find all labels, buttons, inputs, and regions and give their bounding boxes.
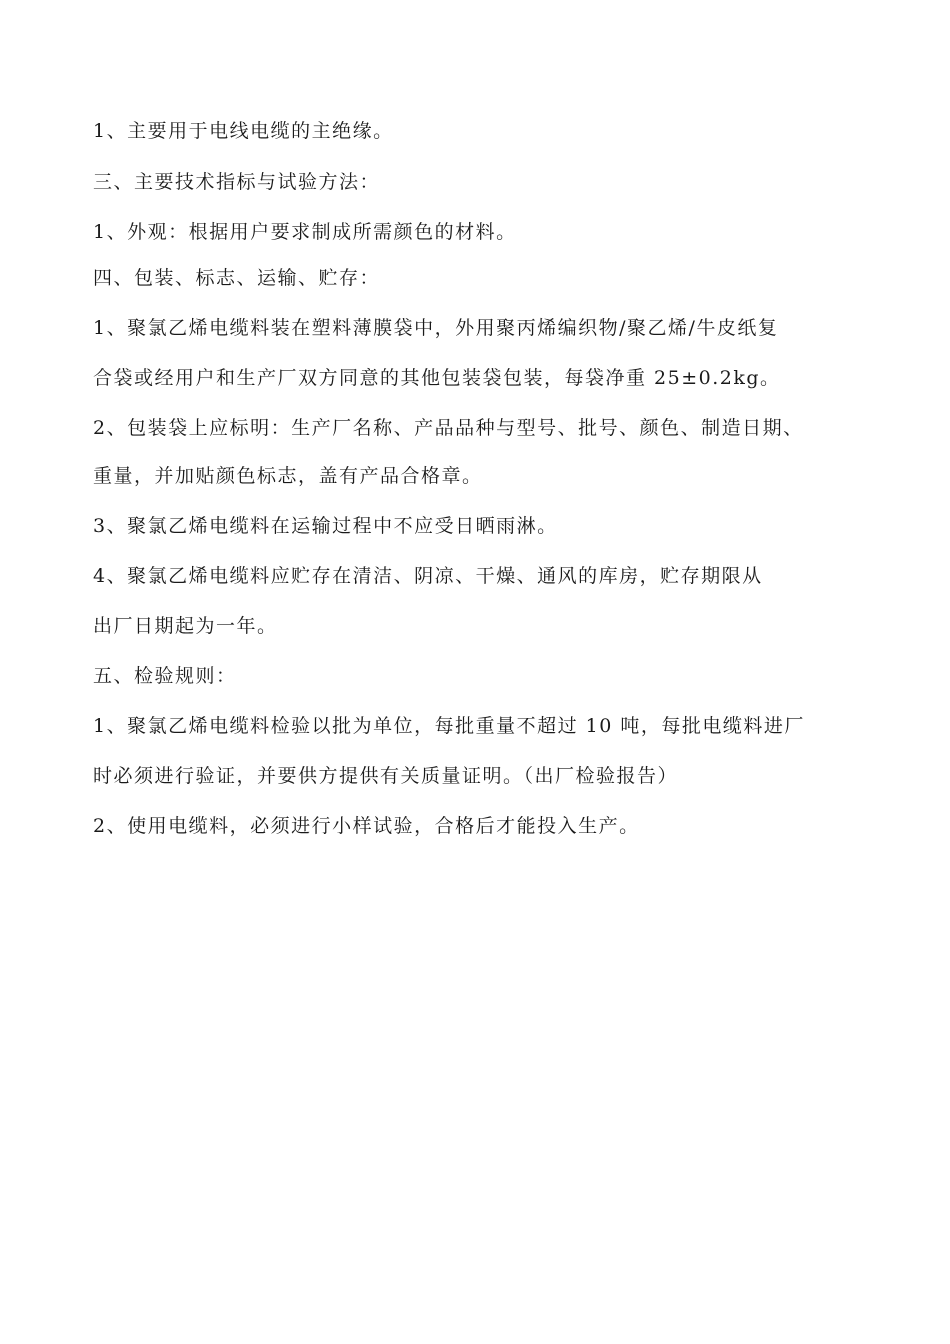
paragraph-line: 3、聚氯乙烯电缆料在运输过程中不应受日晒雨淋。 [93,515,558,537]
section-heading: 三、主要技术指标与试验方法： [93,171,381,193]
paragraph-line: 重量，并加贴颜色标志，盖有产品合格章。 [93,465,483,487]
paragraph-line: 合袋或经用户和生产厂双方同意的其他包装袋包装，每袋净重 25±0.2kg。 [93,367,781,389]
section-heading: 四、包装、标志、运输、贮存： [93,267,381,289]
paragraph-line: 1、聚氯乙烯电缆料装在塑料薄膜袋中，外用聚丙烯编织物/聚乙烯/牛皮纸复 [93,317,779,339]
paragraph-line: 出厂日期起为一年。 [93,615,278,637]
paragraph-line: 1、主要用于电线电缆的主绝缘。 [93,120,394,142]
paragraph-line: 1、聚氯乙烯电缆料检验以批为单位，每批重量不超过 10 吨，每批电缆料进厂 [93,715,805,737]
paragraph-line: 2、使用电缆料，必须进行小样试验，合格后才能投入生产。 [93,815,640,837]
paragraph-line: 4、聚氯乙烯电缆料应贮存在清洁、阴凉、干燥、通风的库房，贮存期限从 [93,565,763,587]
section-heading: 五、检验规则： [93,665,237,687]
paragraph-line: 时必须进行验证，并要供方提供有关质量证明。（出厂检验报告） [93,765,679,787]
paragraph-line: 2、包装袋上应标明：生产厂名称、产品品种与型号、批号、颜色、制造日期、 [93,417,804,439]
paragraph-line: 1、外观：根据用户要求制成所需颜色的材料。 [93,221,517,243]
